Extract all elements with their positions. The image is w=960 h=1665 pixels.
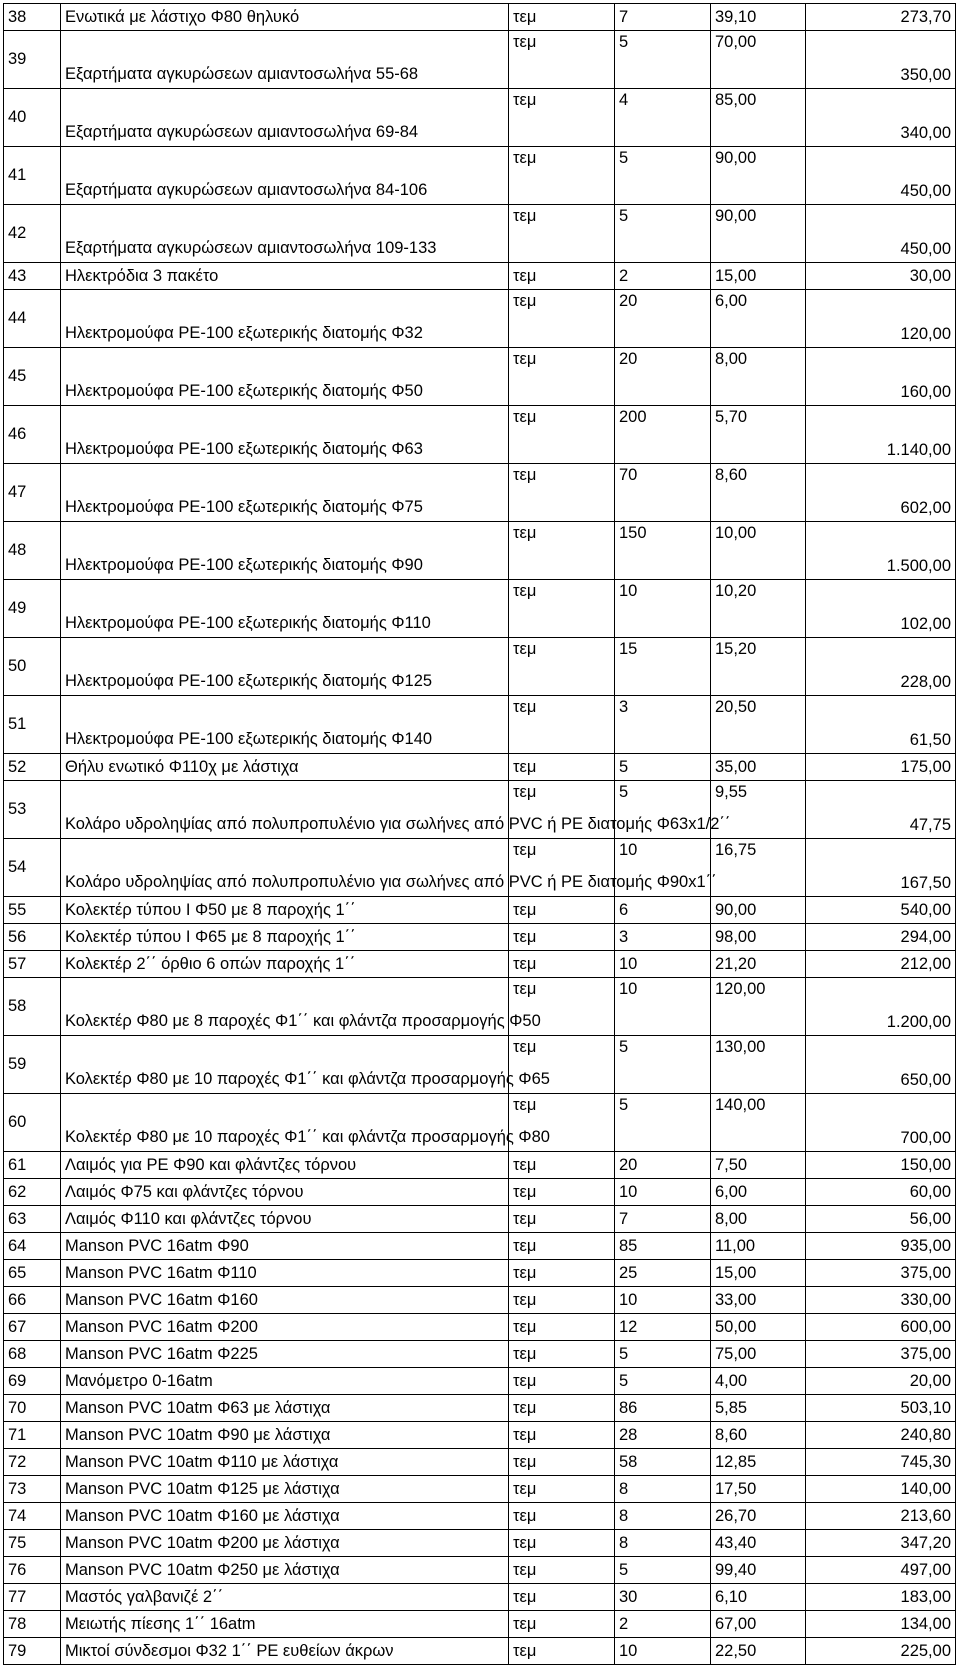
item-unit-price: 85,00 — [711, 89, 806, 147]
item-number: 48 — [4, 522, 61, 580]
item-total: 150,00 — [806, 1152, 956, 1179]
item-unit-price: 6,10 — [711, 1584, 806, 1611]
item-quantity: 7 — [615, 1206, 711, 1233]
item-unit: τεμ — [509, 147, 615, 205]
item-total: 47,75 — [806, 781, 956, 839]
item-quantity: 8 — [615, 1476, 711, 1503]
table-row — [4, 696, 956, 754]
item-total: 140,00 — [806, 1476, 956, 1503]
table-row — [4, 31, 956, 89]
item-unit: τεμ — [509, 290, 615, 348]
item-unit-price: 140,00 — [711, 1094, 806, 1152]
item-total: 745,30 — [806, 1449, 956, 1476]
item-description: Μικτοί σύνδεσμοι Φ32 1΄΄ PE ευθείων άκρων — [61, 1638, 509, 1665]
item-unit: τεμ — [509, 1233, 615, 1260]
item-quantity: 5 — [615, 1094, 711, 1152]
item-description: Κολεκτέρ Φ80 με 10 παροχές Φ1΄΄ και φλάντζα προσαρμογής Φ65 — [61, 1036, 509, 1094]
item-number: 74 — [4, 1503, 61, 1530]
item-unit-price: 26,70 — [711, 1503, 806, 1530]
item-unit: τεμ — [509, 839, 615, 897]
item-description: Manson PVC 10atm Φ200 με λάστιχα — [61, 1530, 509, 1557]
item-description: Manson PVC 10atm Φ160 με λάστιχα — [61, 1503, 509, 1530]
item-number: 62 — [4, 1179, 61, 1206]
item-number: 70 — [4, 1395, 61, 1422]
table-row — [4, 1530, 956, 1557]
item-number: 56 — [4, 924, 61, 951]
item-total: 1.200,00 — [806, 978, 956, 1036]
item-description: Κολάρο υδροληψίας από πολυπροπυλένιο για σωλήνες από PVC ή PE διατομής Φ63x1/2΄΄ — [61, 781, 509, 839]
item-unit-price: 130,00 — [711, 1036, 806, 1094]
item-description: Εξαρτήματα αγκυρώσεων αμιαντοσωλήνα 55-68 — [61, 31, 509, 89]
item-description: Manson PVC 16atm Φ90 — [61, 1233, 509, 1260]
item-description: Manson PVC 16atm Φ225 — [61, 1341, 509, 1368]
item-number: 67 — [4, 1314, 61, 1341]
item-number: 46 — [4, 406, 61, 464]
item-quantity: 200 — [615, 406, 711, 464]
item-number: 72 — [4, 1449, 61, 1476]
item-number: 57 — [4, 951, 61, 978]
item-quantity: 7 — [615, 4, 711, 31]
table-row — [4, 1152, 956, 1179]
item-total: 120,00 — [806, 290, 956, 348]
item-total: 650,00 — [806, 1036, 956, 1094]
item-unit: τεμ — [509, 4, 615, 31]
item-number: 38 — [4, 4, 61, 31]
table-row — [4, 1422, 956, 1449]
item-unit: τεμ — [509, 924, 615, 951]
item-description: Λαιμός Φ110 και φλάντζες τόρνου — [61, 1206, 509, 1233]
item-total: 228,00 — [806, 638, 956, 696]
item-quantity: 30 — [615, 1584, 711, 1611]
table-row — [4, 1611, 956, 1638]
table-row — [4, 1233, 956, 1260]
table-row — [4, 4, 956, 31]
item-quantity: 20 — [615, 1152, 711, 1179]
item-number: 50 — [4, 638, 61, 696]
item-total: 700,00 — [806, 1094, 956, 1152]
item-quantity: 10 — [615, 1179, 711, 1206]
item-total: 347,20 — [806, 1530, 956, 1557]
item-number: 69 — [4, 1368, 61, 1395]
table-row — [4, 1584, 956, 1611]
item-quantity: 28 — [615, 1422, 711, 1449]
item-total: 183,00 — [806, 1584, 956, 1611]
item-description: Μειωτής πίεσης 1΄΄ 16atm — [61, 1611, 509, 1638]
item-quantity: 5 — [615, 781, 711, 839]
item-description: Εξαρτήματα αγκυρώσεων αμιαντοσωλήνα 69-84 — [61, 89, 509, 147]
item-unit: τεμ — [509, 1152, 615, 1179]
table-row — [4, 1260, 956, 1287]
item-description: Ηλεκτρομούφα PE-100 εξωτερικής διατομής Φ63 — [61, 406, 509, 464]
item-total: 497,00 — [806, 1557, 956, 1584]
item-unit-price: 67,00 — [711, 1611, 806, 1638]
item-quantity: 10 — [615, 1287, 711, 1314]
item-quantity: 10 — [615, 580, 711, 638]
item-quantity: 8 — [615, 1503, 711, 1530]
item-unit-price: 10,00 — [711, 522, 806, 580]
table-row — [4, 924, 956, 951]
table-row — [4, 522, 956, 580]
item-total: 225,00 — [806, 1638, 956, 1665]
item-unit: τεμ — [509, 1314, 615, 1341]
table-row — [4, 263, 956, 290]
item-total: 273,70 — [806, 4, 956, 31]
item-total: 60,00 — [806, 1179, 956, 1206]
item-number: 54 — [4, 839, 61, 897]
item-unit: τεμ — [509, 580, 615, 638]
item-quantity: 5 — [615, 754, 711, 781]
item-description: Manson PVC 16atm Φ110 — [61, 1260, 509, 1287]
item-unit: τεμ — [509, 1638, 615, 1665]
item-number: 75 — [4, 1530, 61, 1557]
item-number: 45 — [4, 348, 61, 406]
items-table-body — [4, 4, 956, 1665]
item-unit-price: 35,00 — [711, 754, 806, 781]
item-number: 52 — [4, 754, 61, 781]
item-total: 160,00 — [806, 348, 956, 406]
item-quantity: 12 — [615, 1314, 711, 1341]
table-row — [4, 348, 956, 406]
item-quantity: 2 — [615, 263, 711, 290]
item-total: 340,00 — [806, 89, 956, 147]
item-number: 49 — [4, 580, 61, 638]
item-number: 63 — [4, 1206, 61, 1233]
item-number: 64 — [4, 1233, 61, 1260]
item-unit-price: 90,00 — [711, 205, 806, 263]
item-total: 294,00 — [806, 924, 956, 951]
item-number: 73 — [4, 1476, 61, 1503]
item-total: 1.500,00 — [806, 522, 956, 580]
item-description: Ηλεκτρομούφα PE-100 εξωτερικής διατομής Φ110 — [61, 580, 509, 638]
item-number: 79 — [4, 1638, 61, 1665]
item-unit: τεμ — [509, 1036, 615, 1094]
item-total: 330,00 — [806, 1287, 956, 1314]
table-row — [4, 464, 956, 522]
item-number: 40 — [4, 89, 61, 147]
item-total: 350,00 — [806, 31, 956, 89]
item-unit-price: 15,20 — [711, 638, 806, 696]
item-unit-price: 8,60 — [711, 464, 806, 522]
item-unit-price: 17,50 — [711, 1476, 806, 1503]
item-description: Κολεκτέρ 2΄΄ όρθιο 6 οπών παροχής 1΄΄ — [61, 951, 509, 978]
item-unit: τεμ — [509, 1206, 615, 1233]
table-row — [4, 147, 956, 205]
item-total: 240,80 — [806, 1422, 956, 1449]
item-quantity: 70 — [615, 464, 711, 522]
item-quantity: 5 — [615, 1341, 711, 1368]
item-quantity: 10 — [615, 951, 711, 978]
item-unit: τεμ — [509, 1094, 615, 1152]
item-unit: τεμ — [509, 1611, 615, 1638]
item-quantity: 3 — [615, 696, 711, 754]
item-description: Κολεκτέρ τύπου Ι Φ50 με 8 παροχής 1΄΄ — [61, 897, 509, 924]
item-unit: τεμ — [509, 406, 615, 464]
table-row — [4, 406, 956, 464]
item-number: 58 — [4, 978, 61, 1036]
item-unit: τεμ — [509, 1449, 615, 1476]
item-description: Εξαρτήματα αγκυρώσεων αμιαντοσωλήνα 109-133 — [61, 205, 509, 263]
table-row — [4, 1557, 956, 1584]
item-description: Manson PVC 10atm Φ63 με λάστιχα — [61, 1395, 509, 1422]
item-description: Λαιμός Φ75 και φλάντζες τόρνου — [61, 1179, 509, 1206]
item-unit: τεμ — [509, 464, 615, 522]
item-unit: τεμ — [509, 754, 615, 781]
item-unit-price: 39,10 — [711, 4, 806, 31]
item-number: 39 — [4, 31, 61, 89]
item-description: Ηλεκτρόδια 3 πακέτο — [61, 263, 509, 290]
item-description: Εξαρτήματα αγκυρώσεων αμιαντοσωλήνα 84-106 — [61, 147, 509, 205]
item-total: 167,50 — [806, 839, 956, 897]
item-description: Ηλεκτρομούφα PE-100 εξωτερικής διατομής Φ125 — [61, 638, 509, 696]
item-total: 134,00 — [806, 1611, 956, 1638]
item-number: 41 — [4, 147, 61, 205]
item-description: Μαστός γαλβανιζέ 2΄΄ — [61, 1584, 509, 1611]
item-unit-price: 6,00 — [711, 290, 806, 348]
item-unit: τεμ — [509, 1422, 615, 1449]
item-number: 53 — [4, 781, 61, 839]
item-unit-price: 75,00 — [711, 1341, 806, 1368]
item-unit: τεμ — [509, 696, 615, 754]
item-number: 60 — [4, 1094, 61, 1152]
item-quantity: 86 — [615, 1395, 711, 1422]
table-row — [4, 638, 956, 696]
item-quantity: 150 — [615, 522, 711, 580]
table-row — [4, 1179, 956, 1206]
item-description: Κολεκτέρ τύπου Ι Φ65 με 8 παροχής 1΄΄ — [61, 924, 509, 951]
item-total: 30,00 — [806, 263, 956, 290]
item-unit-price: 8,00 — [711, 348, 806, 406]
item-total: 600,00 — [806, 1314, 956, 1341]
item-quantity: 10 — [615, 1638, 711, 1665]
table-row — [4, 1368, 956, 1395]
item-unit: τεμ — [509, 205, 615, 263]
item-number: 66 — [4, 1287, 61, 1314]
table-row — [4, 290, 956, 348]
table-row — [4, 978, 956, 1036]
item-unit-price: 33,00 — [711, 1287, 806, 1314]
item-description: Manson PVC 10atm Φ250 με λάστιχα — [61, 1557, 509, 1584]
item-description: Λαιμός για PE Φ90 και φλάντζες τόρνου — [61, 1152, 509, 1179]
item-unit-price: 15,00 — [711, 1260, 806, 1287]
table-row — [4, 1314, 956, 1341]
table-row — [4, 754, 956, 781]
item-quantity: 5 — [615, 1368, 711, 1395]
item-description: Μανόμετρο 0-16atm — [61, 1368, 509, 1395]
item-total: 175,00 — [806, 754, 956, 781]
item-quantity: 5 — [615, 31, 711, 89]
table-row — [4, 1638, 956, 1665]
item-unit-price: 16,75 — [711, 839, 806, 897]
table-row — [4, 1341, 956, 1368]
item-quantity: 20 — [615, 348, 711, 406]
item-unit: τεμ — [509, 263, 615, 290]
item-unit-price: 8,60 — [711, 1422, 806, 1449]
table-row — [4, 89, 956, 147]
item-quantity: 10 — [615, 839, 711, 897]
item-unit-price: 22,50 — [711, 1638, 806, 1665]
item-unit-price: 10,20 — [711, 580, 806, 638]
item-total: 602,00 — [806, 464, 956, 522]
item-unit: τεμ — [509, 1503, 615, 1530]
item-unit-price: 90,00 — [711, 897, 806, 924]
item-unit-price: 43,40 — [711, 1530, 806, 1557]
item-description: Manson PVC 10atm Φ125 με λάστιχα — [61, 1476, 509, 1503]
item-description: Ηλεκτρομούφα PE-100 εξωτερικής διατομής Φ140 — [61, 696, 509, 754]
item-quantity: 6 — [615, 897, 711, 924]
item-unit: τεμ — [509, 1584, 615, 1611]
item-description: Ηλεκτρομούφα PE-100 εξωτερικής διατομής Φ90 — [61, 522, 509, 580]
item-unit-price: 5,70 — [711, 406, 806, 464]
item-unit: τεμ — [509, 978, 615, 1036]
item-quantity: 25 — [615, 1260, 711, 1287]
items-table — [3, 3, 956, 1665]
item-total: 1.140,00 — [806, 406, 956, 464]
item-unit: τεμ — [509, 31, 615, 89]
item-description: Θήλυ ενωτικό Φ110χ με λάστιχα — [61, 754, 509, 781]
item-quantity: 10 — [615, 978, 711, 1036]
item-quantity: 8 — [615, 1530, 711, 1557]
item-description: Κολεκτέρ Φ80 με 8 παροχές Φ1΄΄ και φλάντζα προσαρμογής Φ50 — [61, 978, 509, 1036]
item-unit-price: 6,00 — [711, 1179, 806, 1206]
item-quantity: 5 — [615, 1557, 711, 1584]
item-description: Manson PVC 16atm Φ160 — [61, 1287, 509, 1314]
item-unit: τεμ — [509, 89, 615, 147]
table-row — [4, 1503, 956, 1530]
item-unit-price: 9,55 — [711, 781, 806, 839]
item-number: 43 — [4, 263, 61, 290]
item-total: 540,00 — [806, 897, 956, 924]
item-description: Ενωτικά με λάστιχο Φ80 θηλυκό — [61, 4, 509, 31]
item-total: 213,60 — [806, 1503, 956, 1530]
item-unit: τεμ — [509, 1368, 615, 1395]
item-unit-price: 4,00 — [711, 1368, 806, 1395]
item-total: 450,00 — [806, 205, 956, 263]
item-total: 375,00 — [806, 1341, 956, 1368]
item-total: 935,00 — [806, 1233, 956, 1260]
item-unit: τεμ — [509, 1341, 615, 1368]
item-number: 47 — [4, 464, 61, 522]
table-row — [4, 1206, 956, 1233]
item-total: 375,00 — [806, 1260, 956, 1287]
item-unit: τεμ — [509, 897, 615, 924]
item-unit-price: 50,00 — [711, 1314, 806, 1341]
item-unit-price: 70,00 — [711, 31, 806, 89]
item-unit-price: 90,00 — [711, 147, 806, 205]
table-row — [4, 1395, 956, 1422]
item-number: 71 — [4, 1422, 61, 1449]
item-unit-price: 15,00 — [711, 263, 806, 290]
item-total: 450,00 — [806, 147, 956, 205]
item-unit-price: 120,00 — [711, 978, 806, 1036]
item-unit-price: 7,50 — [711, 1152, 806, 1179]
item-total: 212,00 — [806, 951, 956, 978]
item-number: 42 — [4, 205, 61, 263]
item-unit-price: 21,20 — [711, 951, 806, 978]
table-row — [4, 781, 956, 839]
item-unit: τεμ — [509, 1476, 615, 1503]
item-unit: τεμ — [509, 348, 615, 406]
table-row — [4, 951, 956, 978]
item-quantity: 5 — [615, 147, 711, 205]
table-row — [4, 839, 956, 897]
table-row — [4, 1449, 956, 1476]
item-unit: τεμ — [509, 638, 615, 696]
item-unit: τεμ — [509, 1395, 615, 1422]
item-number: 68 — [4, 1341, 61, 1368]
item-description: Manson PVC 10atm Φ90 με λάστιχα — [61, 1422, 509, 1449]
item-description: Κολεκτέρ Φ80 με 10 παροχές Φ1΄΄ και φλάντζα προσαρμογής Φ80 — [61, 1094, 509, 1152]
item-quantity: 15 — [615, 638, 711, 696]
item-description: Manson PVC 16atm Φ200 — [61, 1314, 509, 1341]
item-quantity: 4 — [615, 89, 711, 147]
item-unit: τεμ — [509, 781, 615, 839]
item-total: 503,10 — [806, 1395, 956, 1422]
item-quantity: 20 — [615, 290, 711, 348]
item-description: Manson PVC 10atm Φ110 με λάστιχα — [61, 1449, 509, 1476]
item-quantity: 58 — [615, 1449, 711, 1476]
table-row — [4, 1036, 956, 1094]
item-quantity: 2 — [615, 1611, 711, 1638]
item-quantity: 5 — [615, 1036, 711, 1094]
item-number: 65 — [4, 1260, 61, 1287]
item-description: Ηλεκτρομούφα PE-100 εξωτερικής διατομής Φ32 — [61, 290, 509, 348]
table-row — [4, 205, 956, 263]
table-row — [4, 1476, 956, 1503]
item-total: 56,00 — [806, 1206, 956, 1233]
item-description: Ηλεκτρομούφα PE-100 εξωτερικής διατομής Φ75 — [61, 464, 509, 522]
item-number: 59 — [4, 1036, 61, 1094]
item-quantity: 3 — [615, 924, 711, 951]
item-unit-price: 99,40 — [711, 1557, 806, 1584]
item-unit-price: 98,00 — [711, 924, 806, 951]
table-row — [4, 1094, 956, 1152]
item-number: 61 — [4, 1152, 61, 1179]
item-unit: τεμ — [509, 1530, 615, 1557]
table-row — [4, 897, 956, 924]
item-total: 20,00 — [806, 1368, 956, 1395]
table-row — [4, 580, 956, 638]
item-unit-price: 8,00 — [711, 1206, 806, 1233]
item-total: 61,50 — [806, 696, 956, 754]
item-unit-price: 20,50 — [711, 696, 806, 754]
item-total: 102,00 — [806, 580, 956, 638]
item-unit-price: 11,00 — [711, 1233, 806, 1260]
item-description: Κολάρο υδροληψίας από πολυπροπυλένιο για σωλήνες από PVC ή PE διατομής Φ90x1΄΄ — [61, 839, 509, 897]
item-unit-price: 12,85 — [711, 1449, 806, 1476]
item-number: 55 — [4, 897, 61, 924]
item-unit: τεμ — [509, 951, 615, 978]
item-description: Ηλεκτρομούφα PE-100 εξωτερικής διατομής Φ50 — [61, 348, 509, 406]
item-unit-price: 5,85 — [711, 1395, 806, 1422]
item-unit: τεμ — [509, 1557, 615, 1584]
item-unit: τεμ — [509, 1287, 615, 1314]
item-number: 76 — [4, 1557, 61, 1584]
item-number: 51 — [4, 696, 61, 754]
item-quantity: 85 — [615, 1233, 711, 1260]
item-number: 77 — [4, 1584, 61, 1611]
table-row — [4, 1287, 956, 1314]
item-unit: τεμ — [509, 1260, 615, 1287]
item-quantity: 5 — [615, 205, 711, 263]
item-unit: τεμ — [509, 1179, 615, 1206]
item-number: 44 — [4, 290, 61, 348]
item-unit: τεμ — [509, 522, 615, 580]
item-number: 78 — [4, 1611, 61, 1638]
